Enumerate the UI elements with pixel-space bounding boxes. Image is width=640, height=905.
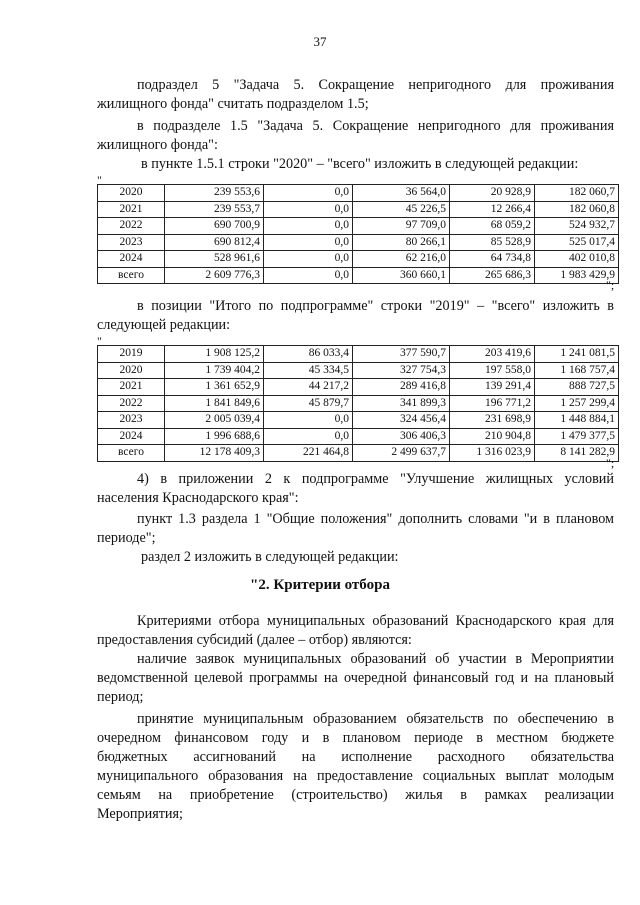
table-cell: 360 660,1 — [353, 267, 450, 284]
table-cell: 377 590,7 — [353, 346, 450, 363]
table-cell: 888 727,5 — [535, 379, 619, 396]
table-cell: 86 033,4 — [264, 346, 353, 363]
table-cell: 0,0 — [264, 251, 353, 268]
table-cell: 402 010,8 — [535, 251, 619, 268]
table-cell: 0,0 — [264, 267, 353, 284]
table-cell: 1 448 884,1 — [535, 412, 619, 429]
para-total-position-line1: в позиции "Итого по подпрограмме" строки "2019" – "всего" изложить в — [137, 298, 614, 314]
table-cell: 45 334,5 — [264, 362, 353, 379]
table-row — [98, 234, 619, 251]
table-row — [98, 445, 619, 462]
table-cell: 2019 — [98, 346, 165, 363]
table-cell: всего — [98, 267, 165, 284]
table-cell: 1 316 023,9 — [450, 445, 535, 462]
table-cell: 1 241 081,5 — [535, 346, 619, 363]
table-cell: 8 141 282,9 — [535, 445, 619, 462]
close-quote: "; — [606, 278, 615, 292]
table-cell: 85 528,9 — [450, 234, 535, 251]
table-row — [98, 379, 619, 396]
table-cell: 1 257 299,4 — [535, 395, 619, 412]
close-quote: "; — [606, 456, 615, 470]
table-cell: 525 017,4 — [535, 234, 619, 251]
table-cell: 341 899,3 — [353, 395, 450, 412]
table-row — [98, 251, 619, 268]
table-cell: 0,0 — [264, 412, 353, 429]
table-row — [98, 362, 619, 379]
para-obligations-line6: Мероприятия; — [97, 806, 183, 822]
para-obligations-line3: бюджетных ассигнований на исполнение расходного обязательства — [97, 749, 614, 765]
table-cell: 62 216,0 — [353, 251, 450, 268]
table-cell: 1 739 404,2 — [165, 362, 264, 379]
table-cell: 44 217,2 — [264, 379, 353, 396]
table-cell: 690 700,9 — [165, 218, 264, 235]
table-cell: 2021 — [98, 379, 165, 396]
table-cell: 1 983 429,9 — [535, 267, 619, 284]
table-cell: 12 178 409,3 — [165, 445, 264, 462]
table-cell: 0,0 — [264, 428, 353, 445]
table-cell: 0,0 — [264, 234, 353, 251]
table-cell: 210 904,8 — [450, 428, 535, 445]
table-row — [98, 201, 619, 218]
table-cell: 203 419,6 — [450, 346, 535, 363]
table-row — [98, 185, 619, 202]
table-cell: 0,0 — [264, 185, 353, 202]
table-cell: 239 553,7 — [165, 201, 264, 218]
table-cell: 12 266,4 — [450, 201, 535, 218]
table-item-1-5-1 — [97, 184, 619, 284]
table-cell: 2022 — [98, 218, 165, 235]
table-cell: 45 226,5 — [353, 201, 450, 218]
table-cell: 197 558,0 — [450, 362, 535, 379]
table-cell: 2023 — [98, 234, 165, 251]
para-obligations-line1: принятие муниципальным образованием обязательств по обеспечению в — [137, 711, 614, 727]
para-criteria-line1: Критериями отбора муниципальных образований Краснодарского края для — [137, 613, 614, 629]
table-cell: 2023 — [98, 412, 165, 429]
table-cell: 327 754,3 — [353, 362, 450, 379]
para-applications-line1: наличие заявок муниципальных образований об участии в Мероприятии — [137, 651, 614, 667]
table-cell: 2022 — [98, 395, 165, 412]
para-item-1-3-line1: пункт 1.3 раздела 1 "Общие положения" дополнить словами "и в плановом — [137, 511, 614, 527]
table-row — [98, 395, 619, 412]
para-subsection-1-5-line2: жилищного фонда": — [97, 137, 218, 153]
table-cell: 0,0 — [264, 201, 353, 218]
table-cell: 64 734,8 — [450, 251, 535, 268]
page-number: 37 — [313, 34, 327, 49]
para-item-1-5-1: в пункте 1.5.1 строки "2020" – "всего" изложить в следующей редакции: — [141, 156, 579, 172]
table-cell: 2 499 637,7 — [353, 445, 450, 462]
table-cell: 45 879,7 — [264, 395, 353, 412]
table-cell: 265 686,3 — [450, 267, 535, 284]
table-cell: 524 932,7 — [535, 218, 619, 235]
para-obligations-line2: очередном финансовом году и в плановом периоде в местном бюджете — [97, 730, 614, 746]
table-cell: 182 060,7 — [535, 185, 619, 202]
para-obligations-line4: муниципального образования на предоставление социальных выплат молодым — [97, 768, 614, 784]
para-applications-line3: период; — [97, 689, 144, 705]
table-cell: 239 553,6 — [165, 185, 264, 202]
table-cell: 1 908 125,2 — [165, 346, 264, 363]
table-cell: 306 406,3 — [353, 428, 450, 445]
table-row — [98, 218, 619, 235]
para-total-position-line2: следующей редакции: — [97, 317, 231, 333]
open-quote: " — [97, 334, 102, 348]
para-item-1-3-line2: периоде"; — [97, 530, 156, 546]
table-cell: 690 812,4 — [165, 234, 264, 251]
para-appendix-2-line1: 4) в приложении 2 к подпрограмме "Улучшение жилищных условий — [137, 471, 614, 487]
table-cell: 196 771,2 — [450, 395, 535, 412]
table-cell: 1 168 757,4 — [535, 362, 619, 379]
table-cell: 2020 — [98, 362, 165, 379]
table-cell: 289 416,8 — [353, 379, 450, 396]
table-cell: 221 464,8 — [264, 445, 353, 462]
para-criteria-line2: предоставления субсидий (далее – отбор) являются: — [97, 632, 412, 648]
table-row — [98, 346, 619, 363]
table-cell: 68 059,2 — [450, 218, 535, 235]
table-cell: 0,0 — [264, 218, 353, 235]
table-cell: всего — [98, 445, 165, 462]
table-cell: 2024 — [98, 428, 165, 445]
table-cell: 1 996 688,6 — [165, 428, 264, 445]
section-heading: "2. Критерии отбора — [250, 577, 390, 593]
para-appendix-2-line2: населения Краснодарского края": — [97, 490, 299, 506]
table-total-subprogram — [97, 345, 619, 462]
para-applications-line2: ведомственной целевой программы на очередной финансовый год и на плановый — [97, 670, 614, 686]
table-row — [98, 267, 619, 284]
table-cell: 324 456,4 — [353, 412, 450, 429]
para-subsection-5-line2: жилищного фонда" считать подразделом 1.5; — [97, 96, 369, 112]
table-cell: 1 479 377,5 — [535, 428, 619, 445]
table-cell: 182 060,8 — [535, 201, 619, 218]
table-cell: 80 266,1 — [353, 234, 450, 251]
open-quote: " — [97, 173, 102, 187]
table-cell: 1 361 652,9 — [165, 379, 264, 396]
table-cell: 20 928,9 — [450, 185, 535, 202]
para-section-2: раздел 2 изложить в следующей редакции: — [141, 549, 399, 565]
table-cell: 2 005 039,4 — [165, 412, 264, 429]
table-cell: 139 291,4 — [450, 379, 535, 396]
table-cell: 97 709,0 — [353, 218, 450, 235]
table-cell: 36 564,0 — [353, 185, 450, 202]
table-cell: 1 841 849,6 — [165, 395, 264, 412]
table-cell: 528 961,6 — [165, 251, 264, 268]
table-cell: 2 609 776,3 — [165, 267, 264, 284]
para-obligations-line5: семьям на приобретение (строительство) жилья в рамках реализации — [97, 787, 614, 803]
table-row — [98, 412, 619, 429]
para-subsection-5-line1: подраздел 5 "Задача 5. Сокращение непригодного для проживания — [137, 77, 614, 93]
table-cell: 2024 — [98, 251, 165, 268]
table-cell: 2021 — [98, 201, 165, 218]
table-row — [98, 428, 619, 445]
table-cell: 2020 — [98, 185, 165, 202]
para-subsection-1-5-line1: в подразделе 1.5 "Задача 5. Сокращение непригодного для проживания — [137, 118, 614, 134]
table-cell: 231 698,9 — [450, 412, 535, 429]
